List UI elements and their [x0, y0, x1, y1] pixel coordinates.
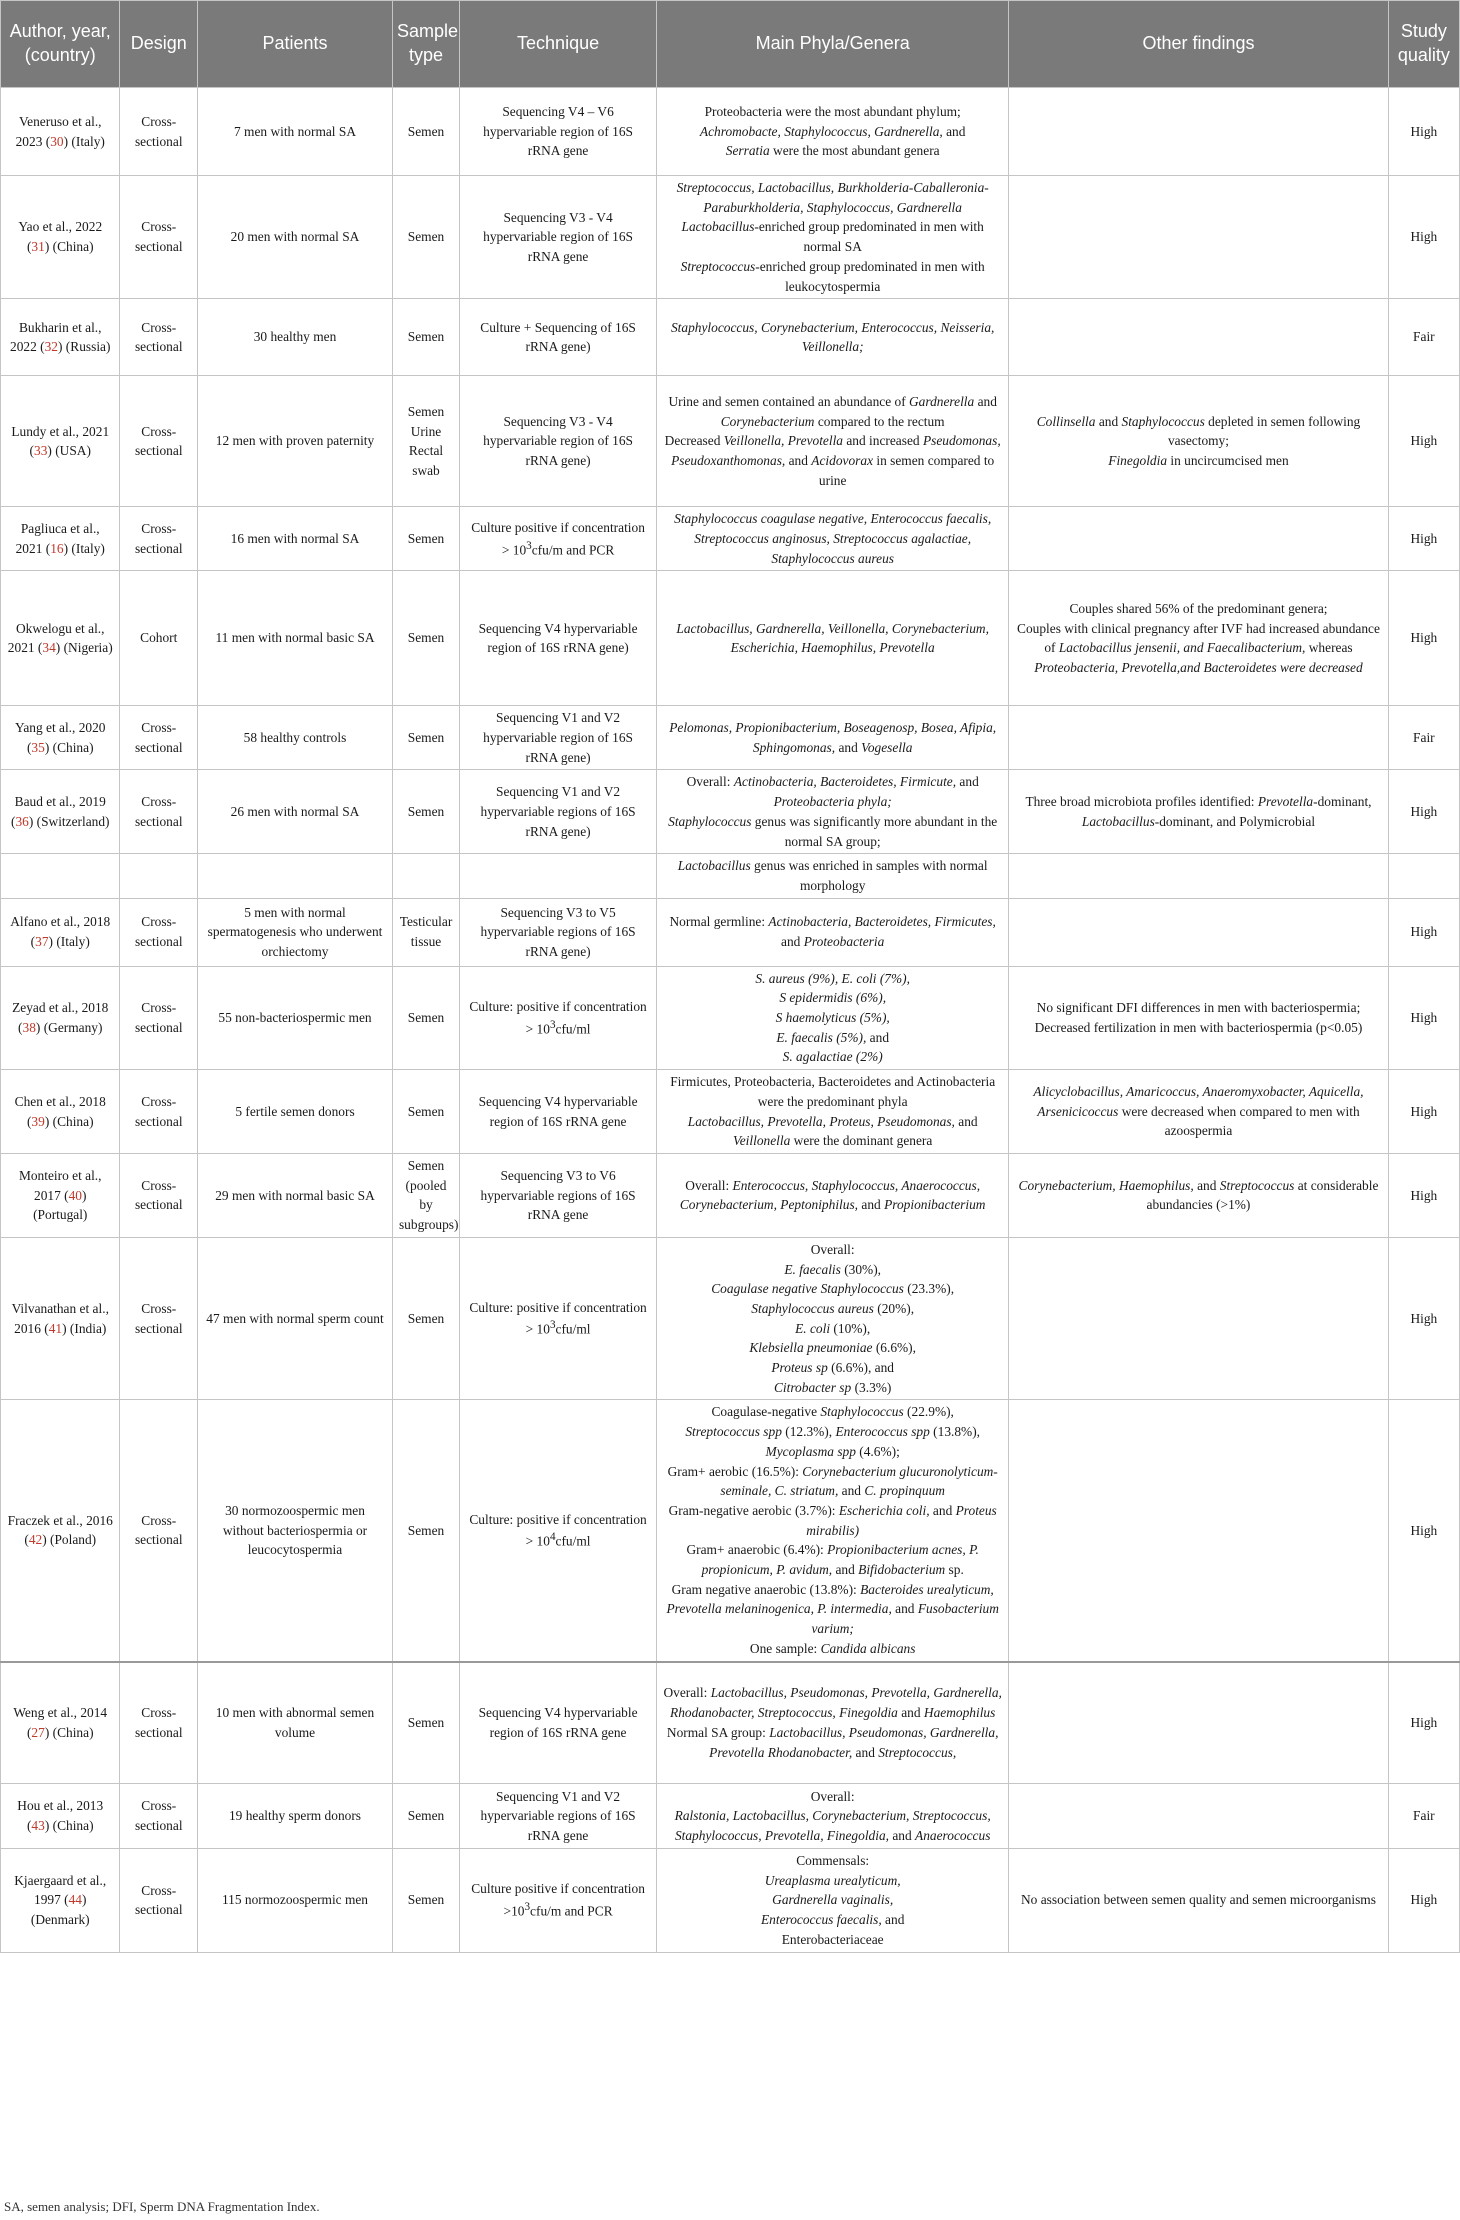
cell-design: Cross-sectional — [120, 376, 198, 507]
cell-author: Hou et al., 2013 (43) (China) — [1, 1784, 120, 1849]
table-row — [1, 1153, 1460, 1237]
cell-technique: Sequencing V3 - V4 hypervariable region of 16S rRNA gene — [460, 176, 657, 299]
cell-patients: 30 normozoospermic men without bacteriospermia or leucocytospermia — [198, 1400, 393, 1662]
cell-main-phyla-genera: S. aureus (9%), E. coli (7%), S epidermidis (6%), S haemolyticus (5%), E. faecalis (5%), and S. agalactiae (2%) — [657, 966, 1009, 1070]
cell-patients: 16 men with normal SA — [198, 507, 393, 571]
cell-main-phyla-genera: Urine and semen contained an abundance of Gardnerella and Corynebacterium compared to the rectum Decreased Veillonella, Prevotella and increased Pseudomonas, Pseudoxanthomonas, and Acidovorax in semen compared to urine — [657, 376, 1009, 507]
cell-sample-type: Testicular tissue — [392, 898, 459, 966]
table-row — [1, 854, 1460, 898]
cell-patients: 12 men with proven paternity — [198, 376, 393, 507]
cell-other-findings — [1009, 898, 1388, 966]
cell-patients: 30 healthy men — [198, 299, 393, 376]
cell-study-quality — [1388, 854, 1459, 898]
cell-technique: Sequencing V1 and V2 hypervariable region of 16S rRNA gene) — [460, 706, 657, 770]
cell-technique: Culture + Sequencing of 16S rRNA gene) — [460, 299, 657, 376]
cell-technique: Sequencing V4 – V6 hypervariable region of 16S rRNA gene — [460, 88, 657, 176]
cell-sample-type: Semen — [392, 1662, 459, 1784]
reference-link[interactable]: 32 — [44, 339, 58, 355]
reference-link[interactable]: 16 — [50, 540, 64, 556]
cell-main-phyla-genera: Staphylococcus coagulase negative, Enterococcus faecalis, Streptococcus anginosus, Streptococcus agalactiae, Staphylococcus aureus — [657, 507, 1009, 571]
cell-sample-type: Semen — [392, 571, 459, 706]
table-row — [1, 1070, 1460, 1154]
table-row — [1, 1662, 1460, 1784]
cell-sample-type: Semen — [392, 88, 459, 176]
reference-link[interactable]: 44 — [68, 1892, 82, 1908]
cell-study-quality: High — [1388, 966, 1459, 1070]
cell-main-phyla-genera: Staphylococcus, Corynebacterium, Enterococcus, Neisseria, Veillonella; — [657, 299, 1009, 376]
cell-sample-type: Semen — [392, 1849, 459, 1953]
cell-author: Yang et al., 2020 (35) (China) — [1, 706, 120, 770]
cell-sample-type: Semen — [392, 299, 459, 376]
cell-main-phyla-genera: Firmicutes, Proteobacteria, Bacteroidetes and Actinobacteria were the predominant phyla Lactobacillus, Prevotella, Proteus, Pseudomonas, and Veillonella were the dominant genera — [657, 1070, 1009, 1154]
table-row — [1, 770, 1460, 854]
cell-sample-type: Semen — [392, 507, 459, 571]
cell-study-quality: High — [1388, 571, 1459, 706]
cell-main-phyla-genera: Lactobacillus, Gardnerella, Veillonella, Corynebacterium, Escherichia, Haemophilus, Prevotella — [657, 571, 1009, 706]
cell-design: Cross-sectional — [120, 88, 198, 176]
cell-other-findings — [1009, 176, 1388, 299]
cell-sample-type: Semen — [392, 706, 459, 770]
cell-other-findings — [1009, 1237, 1388, 1400]
header-study-quality: Study quality — [1388, 1, 1459, 88]
cell-patients: 10 men with abnormal semen volume — [198, 1662, 393, 1784]
reference-link[interactable]: 30 — [50, 133, 64, 149]
table-row — [1, 1784, 1460, 1849]
cell-technique: Culture: positive if concentration > $10^3cfu/ml$ — [460, 966, 657, 1070]
reference-link[interactable]: 35 — [31, 739, 45, 755]
cell-sample-type: Semen Urine Rectal swab — [392, 376, 459, 507]
reference-link[interactable]: 38 — [22, 1019, 36, 1035]
cell-design: Cross-sectional — [120, 507, 198, 571]
cell-main-phyla-genera: Overall: Ralstonia, Lactobacillus, Corynebacterium, Streptococcus, Staphylococcus, Prevotella, Finegoldia, and Anaerococcus — [657, 1784, 1009, 1849]
cell-technique: Culture: positive if concentration > $10^3cfu/ml$ — [460, 1237, 657, 1400]
cell-author: Bukharin et al., 2022 (32) (Russia) — [1, 299, 120, 376]
cell-main-phyla-genera: Overall: Lactobacillus, Pseudomonas, Prevotella, Gardnerella, Rhodanobacter, Streptococcus, Finegoldia and Haemophilus Normal SA group: Lactobacillus, Pseudomonas, Gardnerella, Prevotella Rhodanobacter, and Streptococcus, — [657, 1662, 1009, 1784]
header-sample-type: Sample type — [392, 1, 459, 88]
cell-design: Cross-sectional — [120, 770, 198, 854]
cell-other-findings — [1009, 706, 1388, 770]
cell-study-quality: High — [1388, 1662, 1459, 1784]
cell-other-findings: No association between semen quality and semen microorganisms — [1009, 1849, 1388, 1953]
cell-patients: 55 non-bacteriospermic men — [198, 966, 393, 1070]
cell-author: Yao et al., 2022 (31) (China) — [1, 176, 120, 299]
table-footnote: SA, semen analysis; DFI, Sperm DNA Fragmentation Index. — [4, 2199, 320, 2214]
cell-other-findings — [1009, 1784, 1388, 1849]
cell-author: Chen et al., 2018 (39) (China) — [1, 1070, 120, 1154]
cell-main-phyla-genera: Overall: Enterococcus, Staphylococcus, Anaerococcus, Corynebacterium, Peptoniphilus, and Propionibacterium — [657, 1153, 1009, 1237]
cell-patients: 20 men with normal SA — [198, 176, 393, 299]
cell-sample-type — [392, 854, 459, 898]
header-row — [1, 1, 1460, 88]
cell-main-phyla-genera: Lactobacillus genus was enriched in samples with normal morphology — [657, 854, 1009, 898]
cell-other-findings — [1009, 1662, 1388, 1784]
cell-design: Cross-sectional — [120, 898, 198, 966]
cell-main-phyla-genera: Overall: Actinobacteria, Bacteroidetes, Firmicute, and Proteobacteria phyla; Staphylococcus genus was significantly more abundant in the normal SA group; — [657, 770, 1009, 854]
cell-technique: Sequencing V4 hypervariable region of 16S rRNA gene) — [460, 571, 657, 706]
cell-study-quality: High — [1388, 1237, 1459, 1400]
table-row — [1, 376, 1460, 507]
cell-main-phyla-genera: Pelomonas, Propionibacterium, Boseagenosp, Bosea, Afipia, Sphingomonas, and Vogesella — [657, 706, 1009, 770]
cell-technique: Sequencing V1 and V2 hypervariable regions of 16S rRNA gene) — [460, 770, 657, 854]
reference-link[interactable]: 42 — [28, 1532, 43, 1548]
cell-patients: 29 men with normal basic SA — [198, 1153, 393, 1237]
reference-link[interactable]: 36 — [15, 813, 29, 829]
cell-main-phyla-genera: Normal germline: Actinobacteria, Bacteroidetes, Firmicutes, and Proteobacteria — [657, 898, 1009, 966]
cell-patients: 11 men with normal basic SA — [198, 571, 393, 706]
table-body — [1, 88, 1460, 1953]
table-row — [1, 299, 1460, 376]
cell-author: Okwelogu et al., 2021 (34) (Nigeria) — [1, 571, 120, 706]
header-patients: Patients — [198, 1, 393, 88]
cell-patients — [198, 854, 393, 898]
cell-design: Cross-sectional — [120, 1070, 198, 1154]
cell-other-findings — [1009, 507, 1388, 571]
cell-sample-type: Semen — [392, 176, 459, 299]
header-author: Author, year, (country) — [1, 1, 120, 88]
cell-design: Cross-sectional — [120, 706, 198, 770]
cell-study-quality: High — [1388, 770, 1459, 854]
cell-main-phyla-genera: Commensals: Ureaplasma urealyticum, Gardnerella vaginalis, Enterococcus faecalis, and Enterobacteriaceae — [657, 1849, 1009, 1953]
cell-technique: Sequencing V1 and V2 hypervariable regions of 16S rRNA gene — [460, 1784, 657, 1849]
reference-link[interactable]: 34 — [42, 640, 56, 656]
cell-author: Monteiro et al., 2017 (40) (Portugal) — [1, 1153, 120, 1237]
cell-patients: 7 men with normal SA — [198, 88, 393, 176]
table-row — [1, 88, 1460, 176]
table-row — [1, 176, 1460, 299]
cell-main-phyla-genera: Coagulase-negative Staphylococcus (22.9%), Streptococcus spp (12.3%), Enterococcus spp (13.8%), Mycoplasma spp (4.6%); Gram+ aerobic (16.5%): Corynebacterium glucuronolyticum-seminale, C. striatum, and C. propinquum Gram-negative aerobic (3.7%): Escherichia coli, and Proteus mirabilis) Gram+ anaerobic (6.4%): Propionibacterium acnes, P. propionicum, P. avidum, and Bifidobacterium sp. Gram negative anaerobic (13.8%): Bacteroides urealyticum, Prevotella melaninogenica, P. intermedia, and Fusobacterium varium; One sample: Candida albicans — [657, 1400, 1009, 1662]
cell-author — [1, 854, 120, 898]
table-row — [1, 571, 1460, 706]
cell-author: Vilvanathan et al., 2016 (41) (India) — [1, 1237, 120, 1400]
cell-design: Cross-sectional — [120, 1153, 198, 1237]
cell-design: Cross-sectional — [120, 1400, 198, 1662]
cell-study-quality: High — [1388, 1153, 1459, 1237]
cell-author: Veneruso et al., 2023 (30) (Italy) — [1, 88, 120, 176]
cell-study-quality: Fair — [1388, 706, 1459, 770]
cell-study-quality: High — [1388, 507, 1459, 571]
cell-technique: Sequencing V3 to V5 hypervariable regions of 16S rRNA gene) — [460, 898, 657, 966]
cell-technique — [460, 854, 657, 898]
table-row — [1, 1849, 1460, 1953]
cell-sample-type: Semen — [392, 1400, 459, 1662]
header-main-phyla-genera: Main Phyla/Genera — [657, 1, 1009, 88]
cell-technique: Culture: positive if concentration > $10^4cfu/ml$ — [460, 1400, 657, 1662]
cell-technique: Sequencing V4 hypervariable region of 16S rRNA gene — [460, 1662, 657, 1784]
reference-link[interactable]: 41 — [48, 1320, 63, 1336]
cell-author: Pagliuca et al., 2021 (16) (Italy) — [1, 507, 120, 571]
cell-sample-type: Semen — [392, 1237, 459, 1400]
cell-author: Alfano et al., 2018 (37) (Italy) — [1, 898, 120, 966]
cell-design: Cohort — [120, 571, 198, 706]
header-technique: Technique — [460, 1, 657, 88]
cell-author: Weng et al., 2014 (27) (China) — [1, 1662, 120, 1784]
cell-study-quality: High — [1388, 1070, 1459, 1154]
cell-other-findings — [1009, 1400, 1388, 1662]
reference-link[interactable]: 43 — [31, 1818, 45, 1834]
table-row — [1, 1237, 1460, 1400]
cell-sample-type: Semen — [392, 966, 459, 1070]
cell-patients: 47 men with normal sperm count — [198, 1237, 393, 1400]
reference-link[interactable]: 37 — [35, 934, 49, 950]
cell-other-findings — [1009, 854, 1388, 898]
cell-author: Zeyad et al., 2018 (38) (Germany) — [1, 966, 120, 1070]
reference-link[interactable]: 40 — [68, 1187, 82, 1203]
cell-design: Cross-sectional — [120, 1662, 198, 1784]
cell-sample-type: Semen (pooled by subgroups) — [392, 1153, 459, 1237]
cell-other-findings: No significant DFI differences in men with bacteriospermia; Decreased fertilization in men with bacteriospermia (p<0.05) — [1009, 966, 1388, 1070]
cell-study-quality: High — [1388, 898, 1459, 966]
cell-patients: 5 fertile semen donors — [198, 1070, 393, 1154]
cell-patients: 19 healthy sperm donors — [198, 1784, 393, 1849]
cell-author: Kjaergaard et al., 1997 (44) (Denmark) — [1, 1849, 120, 1953]
cell-sample-type: Semen — [392, 1070, 459, 1154]
cell-study-quality: High — [1388, 376, 1459, 507]
cell-technique: Sequencing V4 hypervariable region of 16S rRNA gene — [460, 1070, 657, 1154]
reference-link[interactable]: 31 — [31, 239, 45, 255]
cell-main-phyla-genera: Streptococcus, Lactobacillus, Burkholderia-Caballeronia-Paraburkholderia, Staphylococcus, Gardnerella Lactobacillus-enriched group predominated in men with normal SA Streptococcus-enriched group predominated in men with leukocytospermia — [657, 176, 1009, 299]
cell-technique: Sequencing V3 to V6 hypervariable regions of 16S rRNA gene — [460, 1153, 657, 1237]
cell-patients: 115 normozoospermic men — [198, 1849, 393, 1953]
cell-author: Lundy et al., 2021 (33) (USA) — [1, 376, 120, 507]
cell-study-quality: High — [1388, 1849, 1459, 1953]
cell-other-findings: Three broad microbiota profiles identified: Prevotella-dominant, Lactobacillus-dominant, and Polymicrobial — [1009, 770, 1388, 854]
table-row — [1, 1400, 1460, 1662]
cell-technique: Culture positive if concentration $>10^3cfu/m$ and PCR — [460, 1849, 657, 1953]
cell-study-quality: High — [1388, 176, 1459, 299]
cell-main-phyla-genera: Proteobacteria were the most abundant phylum; Achromobacte, Staphylococcus, Gardnerella, and Serratia were the most abundant genera — [657, 88, 1009, 176]
cell-main-phyla-genera: Overall: E. faecalis (30%), Coagulase negative Staphylococcus (23.3%), Staphylococcus aureus (20%), E. coli (10%), Klebsiella pneumoniae (6.6%), Proteus sp (6.6%), and Citrobacter sp (3.3%) — [657, 1237, 1009, 1400]
cell-other-findings: Couples shared 56% of the predominant genera; Couples with clinical pregnancy after IVF had increased abundance of Lactobacillus jensenii, and Faecalibacterium, whereas Proteobacteria, Prevotella,and Bacteroidetes were decreased — [1009, 571, 1388, 706]
cell-design: Cross-sectional — [120, 966, 198, 1070]
cell-technique: Sequencing V3 - V4 hypervariable region of 16S rRNA gene) — [460, 376, 657, 507]
table-row — [1, 898, 1460, 966]
cell-patients: 26 men with normal SA — [198, 770, 393, 854]
cell-study-quality: High — [1388, 88, 1459, 176]
header-design: Design — [120, 1, 198, 88]
cell-design: Cross-sectional — [120, 299, 198, 376]
cell-other-findings — [1009, 299, 1388, 376]
cell-study-quality: Fair — [1388, 1784, 1459, 1849]
reference-link[interactable]: 39 — [31, 1113, 45, 1129]
table-row — [1, 706, 1460, 770]
cell-design: Cross-sectional — [120, 1237, 198, 1400]
cell-author: Baud et al., 2019 (36) (Switzerland) — [1, 770, 120, 854]
cell-technique: Culture positive if concentration > $10^3cfu/m$ and PCR — [460, 507, 657, 571]
cell-author: Fraczek et al., 2016 (42) (Poland) — [1, 1400, 120, 1662]
reference-link[interactable]: 33 — [34, 443, 48, 459]
header-other-findings: Other findings — [1009, 1, 1388, 88]
cell-design — [120, 854, 198, 898]
cell-patients: 58 healthy controls — [198, 706, 393, 770]
table-row — [1, 966, 1460, 1070]
cell-other-findings: Collinsella and Staphylococcus depleted in semen following vasectomy; Finegoldia in uncircumcised men — [1009, 376, 1388, 507]
cell-other-findings: Alicyclobacillus, Amaricoccus, Anaeromyxobacter, Aquicella, Arsenicicoccus were decreased when compared to men with azoospermia — [1009, 1070, 1388, 1154]
cell-other-findings — [1009, 88, 1388, 176]
cell-study-quality: Fair — [1388, 299, 1459, 376]
cell-study-quality: High — [1388, 1400, 1459, 1662]
cell-sample-type: Semen — [392, 1784, 459, 1849]
cell-design: Cross-sectional — [120, 1784, 198, 1849]
cell-sample-type: Semen — [392, 770, 459, 854]
table-row — [1, 507, 1460, 571]
cell-design: Cross-sectional — [120, 176, 198, 299]
cell-patients: 5 men with normal spermatogenesis who underwent orchiectomy — [198, 898, 393, 966]
cell-design: Cross-sectional — [120, 1849, 198, 1953]
reference-link[interactable]: 27 — [31, 1724, 45, 1740]
cell-other-findings: Corynebacterium, Haemophilus, and Streptococcus at considerable abundancies (>1%) — [1009, 1153, 1388, 1237]
